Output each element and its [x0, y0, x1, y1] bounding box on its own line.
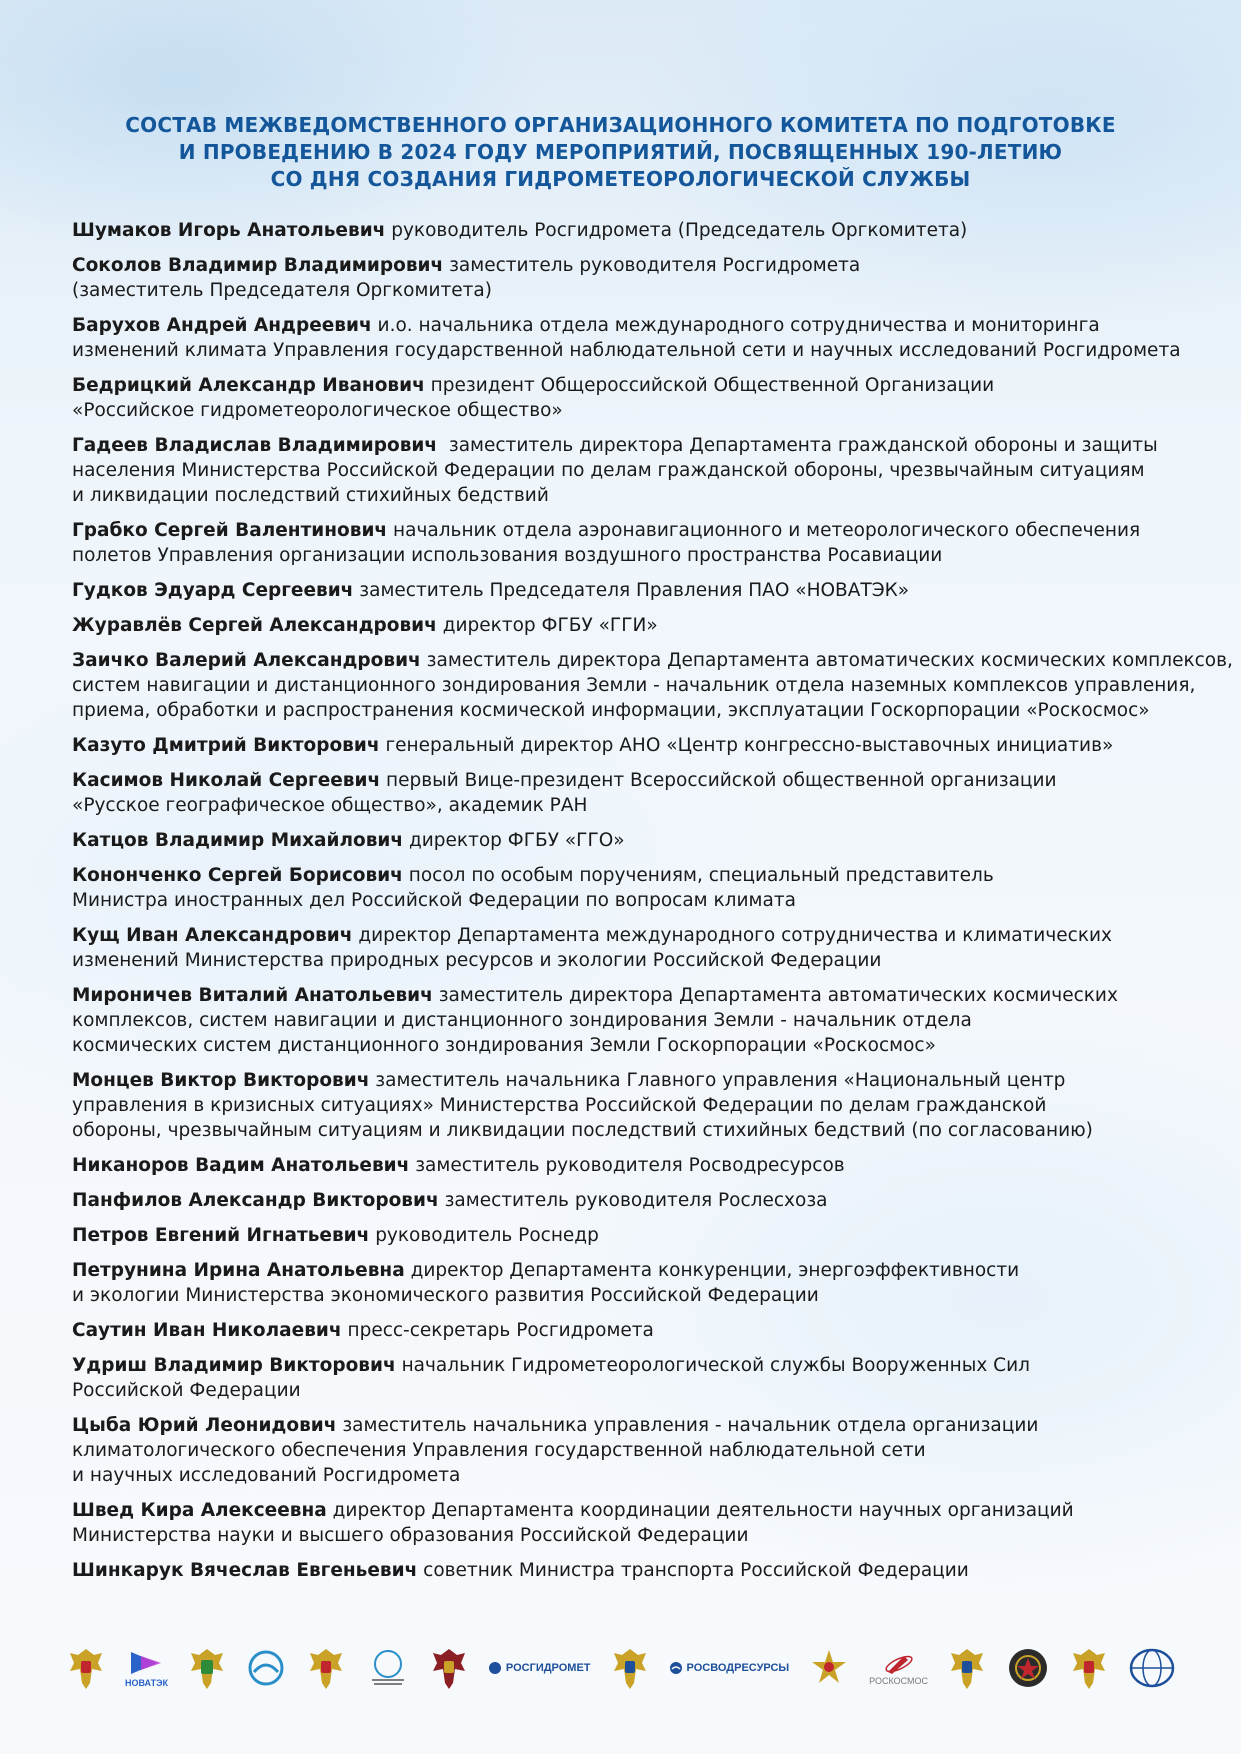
member-name: Никаноров Вадим Анатольевич	[72, 1155, 410, 1176]
member-entry	[72, 1223, 1182, 1248]
member-line: изменений климата Управления государственной наблюдательной сети и научных исследований Росгидромета	[72, 340, 1181, 361]
novatek-logo	[125, 1640, 168, 1696]
member-name: Монцев Виктор Викторович	[72, 1070, 370, 1091]
member-entry	[72, 733, 1182, 758]
member-line: и научных исследований Росгидромета	[72, 1465, 461, 1486]
member-line: климатологического обеспечения Управления государственной наблюдательной сети	[72, 1440, 926, 1461]
member-line	[72, 253, 1182, 278]
member-position: директор Департамента международного сотрудничества и климатических	[352, 925, 1112, 946]
member-line	[72, 1068, 1182, 1093]
member-entry	[72, 1413, 1182, 1488]
member-position: начальник Гидрометеорологической службы Вооруженных Сил	[395, 1355, 1030, 1376]
russian-emblem-logo	[66, 1640, 106, 1696]
member-line: космических систем дистанционного зондирования Земли Госкорпорации «Роскосмос»	[72, 1035, 936, 1056]
member-position: посол по особым поручениям, специальный представитель	[402, 865, 994, 886]
emblem-logo-2	[305, 1640, 347, 1696]
member-position: первый Вице-президент Всероссийской общественной организации	[380, 770, 1057, 791]
member-name: Швед Кира Алексеевна	[72, 1500, 327, 1521]
member-position: заместитель Председателя Правления ПАО «НОВАТЭК»	[353, 580, 910, 601]
member-line: Министерства науки и высшего образования Российской Федерации	[72, 1525, 749, 1546]
member-line	[72, 218, 1182, 243]
member-line	[72, 648, 1233, 673]
member-name: Шумаков Игорь Анатольевич	[72, 220, 386, 241]
member-line: обороны, чрезвычайным ситуациям и ликвидации последствий стихийных бедствий (по согласованию)	[72, 1120, 1093, 1141]
member-line: систем навигации и дистанционного зондирования Земли - начальник отдела наземных комплексов управления,	[72, 675, 1196, 696]
member-entry	[72, 518, 1182, 568]
member-name: Удриш Владимир Викторович	[72, 1355, 396, 1376]
member-entry	[72, 1153, 1182, 1178]
member-entry	[72, 578, 1182, 603]
member-name: Гудков Эдуард Сергеевич	[72, 580, 354, 601]
member-position: заместитель начальника Главного управления «Национальный центр	[369, 1070, 1066, 1091]
member-entry	[72, 1068, 1182, 1143]
member-line	[72, 433, 1182, 458]
member-line: управления в кризисных ситуациях» Министерства Российской Федерации по делам гражданской	[72, 1095, 1047, 1116]
member-name: Мироничев Виталий Анатольевич	[72, 985, 433, 1006]
emblem-logo-5	[947, 1640, 987, 1696]
member-name: Цыба Юрий Леонидович	[72, 1415, 337, 1436]
member-entry	[72, 923, 1182, 973]
member-line	[72, 983, 1182, 1008]
member-position: руководитель Росгидромета (Председатель Оргкомитета)	[385, 220, 968, 241]
member-entry	[72, 1258, 1182, 1308]
member-line: населения Министерства Российской Федерации по делам гражданской обороны, чрезвычайным ситуациям	[72, 460, 1145, 481]
member-line	[72, 373, 1182, 398]
member-entry	[72, 1558, 1182, 1583]
emblem-logo-6	[1069, 1640, 1109, 1696]
member-position: начальник отдела аэронавигационного и метеорологического обеспечения	[387, 520, 1141, 541]
member-line	[72, 1498, 1182, 1523]
member-line	[72, 1188, 1182, 1213]
rosvodresursy-logo	[669, 1640, 790, 1696]
member-line	[72, 768, 1182, 793]
member-line	[72, 1153, 1182, 1178]
member-position: заместитель руководителя Рослесхоза	[438, 1190, 828, 1211]
member-entry	[72, 768, 1182, 818]
member-name: Катцов Владимир Михайлович	[72, 830, 404, 851]
member-line: Российской Федерации	[72, 1380, 301, 1401]
member-line	[72, 1558, 1182, 1583]
member-name: Гадеев Владислав Владимирович	[72, 435, 438, 456]
member-line	[72, 1223, 1182, 1248]
green-emblem-logo	[187, 1640, 227, 1696]
member-name: Петрунина Ирина Анатольевна	[72, 1260, 405, 1281]
member-entry	[72, 253, 1182, 303]
rosvodresursy-label: РОСВОДРЕСУРСЫ	[686, 1662, 790, 1674]
member-name: Грабко Сергей Валентинович	[72, 520, 388, 541]
member-position: директор Департамента координации деятельности научных организаций	[326, 1500, 1074, 1521]
member-name: Кущ Иван Александрович	[72, 925, 353, 946]
member-position: заместитель руководителя Росводресурсов	[409, 1155, 845, 1176]
member-entry	[72, 983, 1182, 1058]
member-line: «Русское географическое общество», академик РАН	[72, 795, 588, 816]
member-position: пресс-секретарь Росгидромета	[341, 1320, 654, 1341]
member-line: «Российское гидрометеорологическое общество»	[72, 400, 563, 421]
member-position: заместитель руководителя Росгидромета	[443, 255, 861, 276]
member-entry	[72, 1353, 1182, 1403]
member-entry	[72, 828, 1182, 853]
military-emblem-logo	[1006, 1640, 1050, 1696]
title-line-3: СО ДНЯ СОЗДАНИЯ ГИДРОМЕТЕОРОЛОГИЧЕСКОЙ СЛУЖБЫ	[270, 167, 971, 191]
member-line	[72, 578, 1182, 603]
member-line: приема, обработки и распространения космической информации, эксплуатации Госкорпорации «Роскосмос»	[72, 700, 1150, 721]
member-line	[72, 733, 1182, 758]
member-entry	[72, 313, 1182, 363]
member-line: комплексов, систем навигации и дистанционного зондирования Земли - начальник отдела	[72, 1010, 972, 1031]
rosgidromet-label: РОСГИДРОМЕТ	[505, 1662, 591, 1674]
title-line-2: И ПРОВЕДЕНИЮ В 2024 ГОДУ МЕРОПРИЯТИЙ, ПОСВЯЩЕННЫХ 190-ЛЕТИЮ	[178, 140, 1063, 164]
member-name: Журавлёв Сергей Александрович	[72, 615, 437, 636]
member-line: Министра иностранных дел Российской Федерации по вопросам климата	[72, 890, 796, 911]
member-position: директор ФГБУ «ГГО»	[403, 830, 625, 851]
member-entry	[72, 218, 1182, 243]
member-position: директор Департамента конкуренции, энергоэффективности	[404, 1260, 1020, 1281]
roskosmos-label: РОСКОСМОС	[869, 1676, 929, 1686]
emblem-logo-4	[610, 1640, 650, 1696]
member-entry	[72, 1188, 1182, 1213]
member-name: Конончeнко Сергей Борисович	[72, 865, 403, 886]
member-line	[72, 828, 1182, 853]
member-entry	[72, 373, 1182, 423]
member-entry	[72, 433, 1182, 508]
member-line	[72, 518, 1182, 543]
member-name: Петров Евгений Игнатьевич	[72, 1225, 370, 1246]
member-entry	[72, 648, 1233, 723]
member-line	[72, 613, 1182, 638]
member-line	[72, 1353, 1182, 1378]
member-position: и.о. начальника отдела международного сотрудничества и мониторинга	[371, 315, 1100, 336]
roskosmos-logo	[869, 1640, 928, 1696]
member-position: директор ФГБУ «ГГИ»	[436, 615, 658, 636]
member-name: Бедрицкий Александр Иванович	[72, 375, 425, 396]
member-entry	[72, 1498, 1182, 1548]
member-name: Заичко Валерий Александрович	[72, 650, 421, 671]
member-line: и ликвидации последствий стихийных бедствий	[72, 485, 549, 506]
member-position: президент Общероссийской Общественной Организации	[424, 375, 995, 396]
member-position: заместитель начальника управления - начальник отдела организации	[336, 1415, 1039, 1436]
member-name: Панфилов Александр Викторович	[72, 1190, 439, 1211]
member-name: Соколов Владимир Владимирович	[72, 255, 444, 276]
member-name: Саутин Иван Николаевич	[72, 1320, 342, 1341]
globe-logo	[1128, 1640, 1176, 1696]
member-entry	[72, 1318, 1182, 1343]
member-line	[72, 313, 1182, 338]
member-name: Барухов Андрей Андреевич	[72, 315, 372, 336]
partner-logos	[66, 1640, 1176, 1696]
member-line: (заместитель Председателя Оргкомитета)	[72, 280, 492, 301]
member-position: заместитель директора Департамента автоматических космических	[432, 985, 1118, 1006]
member-line	[72, 1318, 1182, 1343]
emblem-logo-3	[429, 1640, 469, 1696]
member-line: и экологии Министерства экономического развития Российской Федерации	[72, 1285, 819, 1306]
novatek-label: НОВАТЭК	[124, 1678, 168, 1688]
member-line: изменений Министерства природных ресурсов и экологии Российской Федерации	[72, 950, 882, 971]
title-line-1: СОСТАВ МЕЖВЕДОМСТВЕННОГО ОРГАНИЗАЦИОННОГО КОМИТЕТА ПО ПОДГОТОВКЕ	[125, 113, 1116, 137]
hydromet-society-logo	[366, 1640, 410, 1696]
member-name: Касимов Николай Сергеевич	[72, 770, 381, 791]
member-position: советник Министра транспорта Российской Федерации	[417, 1560, 969, 1581]
member-line: полетов Управления организации использования воздушного пространства Росавиации	[72, 545, 943, 566]
page-title	[60, 112, 1181, 193]
member-name: Казуто Дмитрий Викторович	[72, 735, 380, 756]
member-entry	[72, 613, 1182, 638]
member-line	[72, 1413, 1182, 1438]
member-position: заместитель директора Департамента автоматических космических комплексов,	[420, 650, 1233, 671]
geo-society-logo	[246, 1640, 286, 1696]
member-line	[72, 1258, 1182, 1283]
member-line	[72, 863, 1182, 888]
member-position: руководитель Роснедр	[369, 1225, 599, 1246]
member-name: Шинкарук Вячеслав Евгеньевич	[72, 1560, 418, 1581]
member-entry	[72, 863, 1182, 913]
members-list	[72, 218, 1233, 1593]
rosgidromet-logo	[488, 1640, 591, 1696]
member-position: заместитель директора Департамента гражданской обороны и защиты	[437, 435, 1158, 456]
mchs-logo	[808, 1640, 850, 1696]
member-position: генеральный директор АНО «Центр конгрессно-выставочных инициатив»	[379, 735, 1114, 756]
member-line	[72, 923, 1182, 948]
